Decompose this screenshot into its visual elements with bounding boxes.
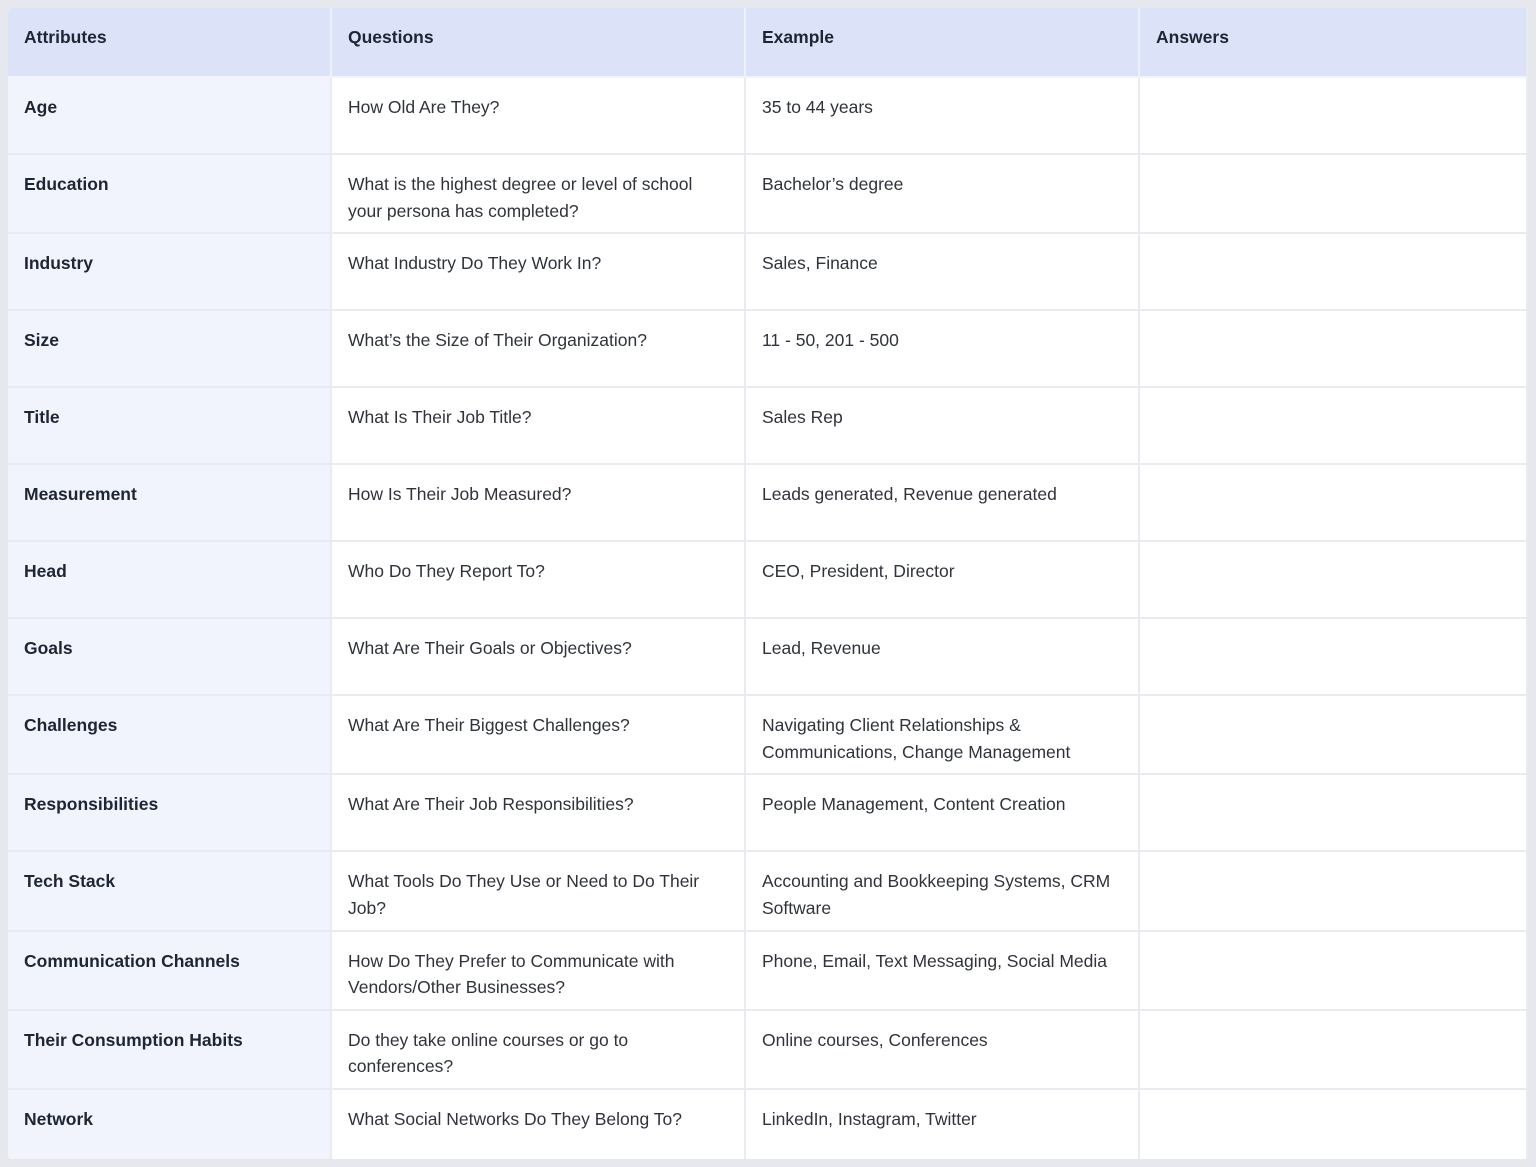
example-cell[interactable]: 35 to 44 years <box>746 78 1140 155</box>
question-cell[interactable]: What Tools Do They Use or Need to Do Their Job? <box>332 852 746 931</box>
attribute-cell[interactable]: Network <box>8 1090 332 1159</box>
question-cell[interactable]: How Is Their Job Measured? <box>332 465 746 542</box>
answer-cell[interactable] <box>1140 932 1528 1011</box>
answer-cell[interactable] <box>1140 696 1528 775</box>
question-cell[interactable]: How Old Are They? <box>332 78 746 155</box>
column-header-questions[interactable]: Questions <box>332 8 746 78</box>
answer-cell[interactable] <box>1140 1090 1528 1159</box>
attribute-cell[interactable]: Their Consumption Habits <box>8 1011 332 1090</box>
answer-cell[interactable] <box>1140 388 1528 465</box>
table-row <box>8 542 1528 619</box>
table-row <box>8 619 1528 696</box>
example-cell[interactable]: Phone, Email, Text Messaging, Social Media <box>746 932 1140 1011</box>
attribute-cell[interactable]: Head <box>8 542 332 619</box>
table-row <box>8 696 1528 775</box>
answer-cell[interactable] <box>1140 155 1528 234</box>
answer-cell[interactable] <box>1140 852 1528 931</box>
attribute-cell[interactable]: Measurement <box>8 465 332 542</box>
column-header-example[interactable]: Example <box>746 8 1140 78</box>
question-cell[interactable]: What is the highest degree or level of school your persona has completed? <box>332 155 746 234</box>
example-cell[interactable]: LinkedIn, Instagram, Twitter <box>746 1090 1140 1159</box>
table-row <box>8 775 1528 852</box>
table-row <box>8 155 1528 234</box>
example-cell[interactable]: Online courses, Conferences <box>746 1011 1140 1090</box>
attribute-cell[interactable]: Communication Channels <box>8 932 332 1011</box>
persona-table-container <box>8 8 1528 1159</box>
question-cell[interactable]: What Are Their Goals or Objectives? <box>332 619 746 696</box>
column-header-attributes[interactable]: Attributes <box>8 8 332 78</box>
question-cell[interactable]: Do they take online courses or go to conferences? <box>332 1011 746 1090</box>
column-header-answers[interactable]: Answers <box>1140 8 1528 78</box>
table-row <box>8 388 1528 465</box>
attribute-cell[interactable]: Industry <box>8 234 332 311</box>
attribute-cell[interactable]: Education <box>8 155 332 234</box>
question-cell[interactable]: What Are Their Job Responsibilities? <box>332 775 746 852</box>
question-cell[interactable]: What Industry Do They Work In? <box>332 234 746 311</box>
example-cell[interactable]: Navigating Client Relationships & Communications, Change Management <box>746 696 1140 775</box>
table-row <box>8 852 1528 931</box>
header-row <box>8 8 1528 78</box>
answer-cell[interactable] <box>1140 775 1528 852</box>
persona-attributes-table <box>8 8 1528 1159</box>
question-cell[interactable]: What’s the Size of Their Organization? <box>332 311 746 388</box>
example-cell[interactable]: People Management, Content Creation <box>746 775 1140 852</box>
example-cell[interactable]: Bachelor’s degree <box>746 155 1140 234</box>
table-row <box>8 932 1528 1011</box>
question-cell[interactable]: How Do They Prefer to Communicate with Vendors/Other Businesses? <box>332 932 746 1011</box>
attribute-cell[interactable]: Title <box>8 388 332 465</box>
attribute-cell[interactable]: Age <box>8 78 332 155</box>
example-cell[interactable]: Sales, Finance <box>746 234 1140 311</box>
answer-cell[interactable] <box>1140 542 1528 619</box>
answer-cell[interactable] <box>1140 311 1528 388</box>
example-cell[interactable]: Accounting and Bookkeeping Systems, CRM Software <box>746 852 1140 931</box>
table-row <box>8 78 1528 155</box>
answer-cell[interactable] <box>1140 1011 1528 1090</box>
attribute-cell[interactable]: Tech Stack <box>8 852 332 931</box>
question-cell[interactable]: What Is Their Job Title? <box>332 388 746 465</box>
table-row <box>8 465 1528 542</box>
answer-cell[interactable] <box>1140 465 1528 542</box>
table-row <box>8 1090 1528 1159</box>
example-cell[interactable]: Sales Rep <box>746 388 1140 465</box>
attribute-cell[interactable]: Size <box>8 311 332 388</box>
table-row <box>8 1011 1528 1090</box>
table-row <box>8 311 1528 388</box>
question-cell[interactable]: What Social Networks Do They Belong To? <box>332 1090 746 1159</box>
example-cell[interactable]: Lead, Revenue <box>746 619 1140 696</box>
table-row <box>8 234 1528 311</box>
example-cell[interactable]: CEO, President, Director <box>746 542 1140 619</box>
example-cell[interactable]: 11 - 50, 201 - 500 <box>746 311 1140 388</box>
attribute-cell[interactable]: Responsibilities <box>8 775 332 852</box>
attribute-cell[interactable]: Challenges <box>8 696 332 775</box>
example-cell[interactable]: Leads generated, Revenue generated <box>746 465 1140 542</box>
answer-cell[interactable] <box>1140 234 1528 311</box>
question-cell[interactable]: What Are Their Biggest Challenges? <box>332 696 746 775</box>
attribute-cell[interactable]: Goals <box>8 619 332 696</box>
answer-cell[interactable] <box>1140 619 1528 696</box>
answer-cell[interactable] <box>1140 78 1528 155</box>
question-cell[interactable]: Who Do They Report To? <box>332 542 746 619</box>
